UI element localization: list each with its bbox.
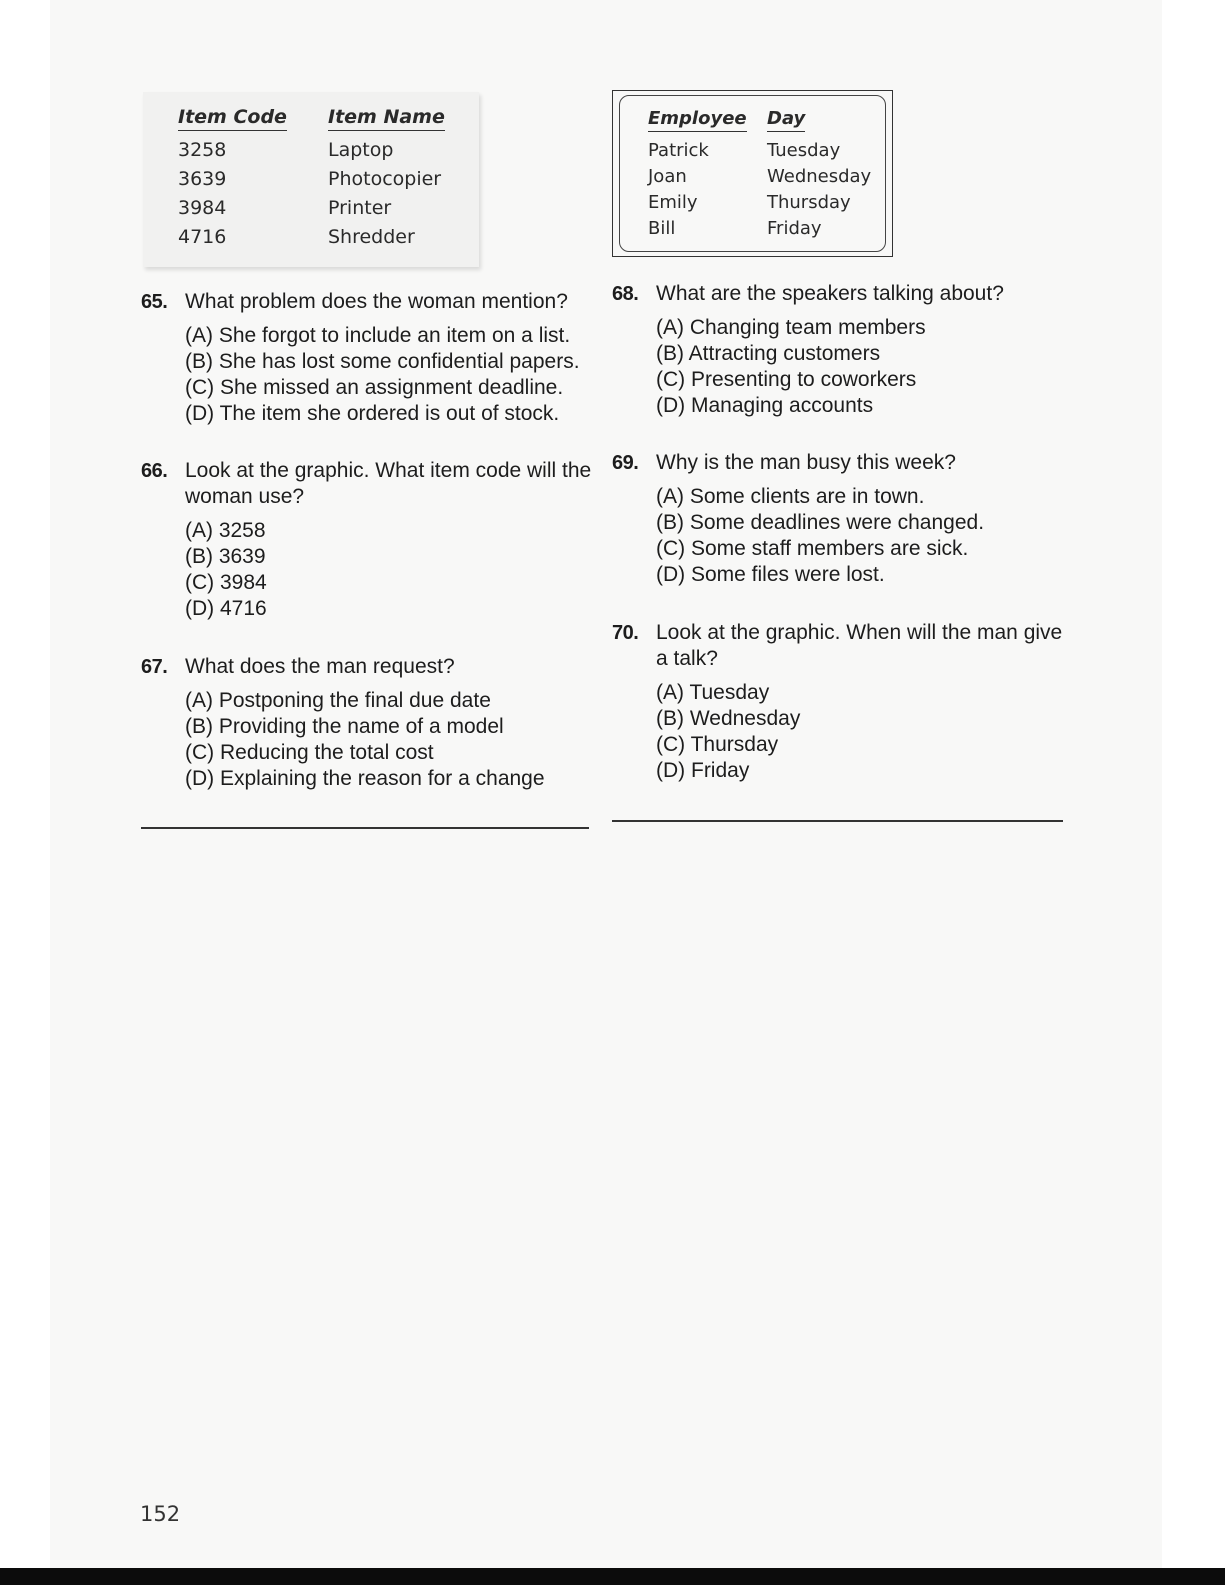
table-cell: Patrick — [648, 140, 709, 161]
answer-option: (C) She missed an assignment deadline. — [185, 376, 564, 399]
answer-option: (D) Managing accounts — [656, 394, 874, 417]
question-stem: Look at the graphic. What item code will the — [185, 459, 592, 482]
question-67 — [141, 654, 596, 794]
answer-option: (A) 3258 — [185, 519, 266, 542]
answer-option: (A) Tuesday — [656, 681, 770, 704]
answer-option: (C) Some staff members are sick. — [656, 537, 969, 560]
column-header-item-name: Item Name — [328, 106, 445, 131]
answer-option: (C) 3984 — [185, 571, 267, 594]
answer-option: (D) 4716 — [185, 597, 267, 620]
question-66 — [141, 458, 596, 628]
answer-option: (A) Some clients are in town. — [656, 485, 925, 508]
section-divider-right — [612, 820, 1063, 822]
table-cell: Bill — [648, 218, 676, 239]
table-cell: 3639 — [178, 168, 227, 190]
answer-option: (C) Presenting to coworkers — [656, 368, 917, 391]
employee-schedule-table — [612, 90, 893, 257]
question-stem: What problem does the woman mention? — [185, 290, 568, 313]
question-number: 69. — [612, 452, 639, 474]
answer-option: (D) The item she ordered is out of stock. — [185, 402, 560, 425]
table-cell: Emily — [648, 192, 698, 213]
table-cell: Joan — [648, 166, 687, 187]
answer-option: (D) Some files were lost. — [656, 563, 885, 586]
scan-edge-bar — [0, 1568, 1225, 1585]
question-stem: Why is the man busy this week? — [656, 451, 956, 474]
answer-option: (A) She forgot to include an item on a list. — [185, 324, 571, 347]
table-cell: Photocopier — [328, 168, 442, 190]
table-cell: Thursday — [767, 192, 851, 213]
answer-option: (A) Postponing the final due date — [185, 689, 491, 712]
question-stem: Look at the graphic. When will the man give — [656, 621, 1063, 644]
table-cell: Friday — [767, 218, 822, 239]
answer-option: (C) Reducing the total cost — [185, 741, 434, 764]
section-divider-left — [141, 827, 589, 829]
answer-option: (B) Wednesday — [656, 707, 801, 730]
item-code-table — [143, 92, 479, 267]
column-header-day: Day — [767, 108, 805, 132]
table-cell: Wednesday — [767, 166, 872, 187]
answer-option: (D) Explaining the reason for a change — [185, 767, 545, 790]
table-cell: 3258 — [178, 139, 227, 161]
answer-option: (B) Attracting customers — [656, 342, 881, 365]
question-stem: a talk? — [656, 647, 718, 670]
table-cell: Printer — [328, 197, 392, 219]
question-stem: woman use? — [185, 485, 305, 508]
table-cell: 3984 — [178, 197, 227, 219]
answer-option: (C) Thursday — [656, 733, 779, 756]
table-cell: Shredder — [328, 226, 415, 248]
answer-option: (B) Some deadlines were changed. — [656, 511, 985, 534]
question-number: 68. — [612, 283, 639, 305]
column-header-item-code: Item Code — [178, 106, 287, 131]
table-cell: 4716 — [178, 226, 227, 248]
answer-option: (D) Friday — [656, 759, 750, 782]
question-number: 65. — [141, 291, 168, 313]
page-number: 152 — [140, 1502, 181, 1526]
answer-option: (A) Changing team members — [656, 316, 926, 339]
question-number: 67. — [141, 656, 168, 678]
question-number: 70. — [612, 622, 639, 644]
question-stem: What does the man request? — [185, 655, 455, 678]
column-header-employee: Employee — [648, 108, 747, 132]
table-cell: Tuesday — [767, 140, 841, 161]
answer-option: (B) She has lost some confidential papers. — [185, 350, 580, 373]
answer-option: (B) 3639 — [185, 545, 266, 568]
question-number: 66. — [141, 460, 168, 482]
question-65 — [141, 289, 596, 429]
question-68 — [612, 281, 1072, 421]
question-stem: What are the speakers talking about? — [656, 282, 1004, 305]
answer-option: (B) Providing the name of a model — [185, 715, 504, 738]
table-cell: Laptop — [328, 139, 394, 161]
question-69 — [612, 450, 1072, 590]
question-70 — [612, 620, 1072, 790]
